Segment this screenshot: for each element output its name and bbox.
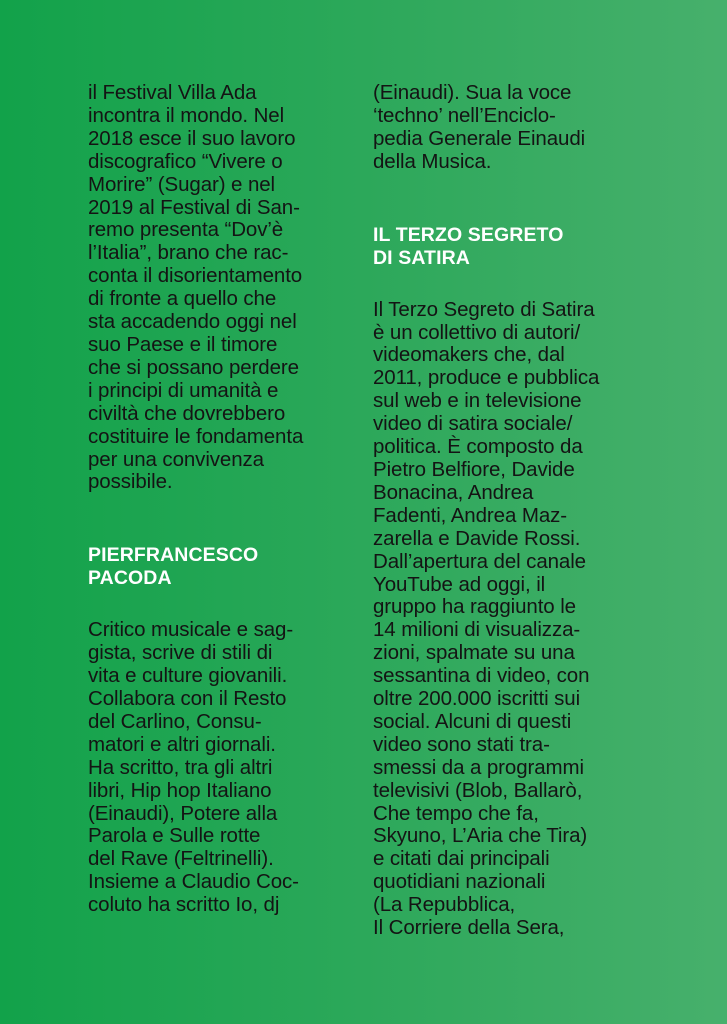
body-paragraph-einaudi: (Einaudi). Sua la voce ‘techno’ nell’Enciclo- pedia Generale Einaudi della Musica. [373, 81, 586, 173]
body-paragraph-festival: il Festival Villa Ada incontra il mondo. Nel 2018 esce il suo lavoro discografico “Vivere o Morire” (Sugar) e nel 2019 al Festival di San- remo presenta “Dov’è l’Italia”, brano che rac- conta il disorientamento di fronte a quello che sta accadendo oggi nel suo Paese e il timore che si possano perdere i principi di umanità e civiltà che dovrebbero costituire le fondamenta per una convivenza possibile. [88, 81, 304, 494]
section-heading-terzo-segreto: IL TERZO SEGRETO DI SATIRA [373, 223, 564, 269]
left-column [88, 82, 358, 917]
body-paragraph-terzo-segreto-bio: Il Terzo Segreto di Satira è un collettivo di autori/ videomakers che, dal 2011, produce e pubblica sul web e in televisione video di satira sociale/ politica. È composto da Pietro Belfiore, Davide Bonacina, Andrea Fadenti, Andrea Maz- zarella e Davide Rossi. Dall’apertura del canale YouTube ad oggi, il gruppo ha raggiunto le 14 milioni di visualizza- zioni, spalmate su una sessantina di video, con oltre 200.000 iscritti sui social. Alcuni di questi video sono stati tra- smessi da a programmi televisivi (Blob, Ballarò, Che tempo che fa, Skyuno, L’Aria che Tira) e citati dai principali quotidiani nazionali (La Repubblica, Il Corriere della Sera, [373, 297, 600, 940]
body-paragraph-pacoda-bio: Critico musicale e sag- gista, scrive di stili di vita e culture giovanili. Collabora con il Resto del Carlino, Consu- matori e altri giornali. Ha scritto, tra gli altri libri, Hip hop Italiano (Einaudi), Potere alla Parola e Sulle rotte del Rave (Feltrinelli). Insieme a Claudio Coc- coluto ha scritto Io, dj [88, 618, 299, 917]
section-heading-pierfrancesco-pacoda: PIERFRANCESCO PACODA [88, 544, 259, 590]
right-column [373, 82, 653, 940]
